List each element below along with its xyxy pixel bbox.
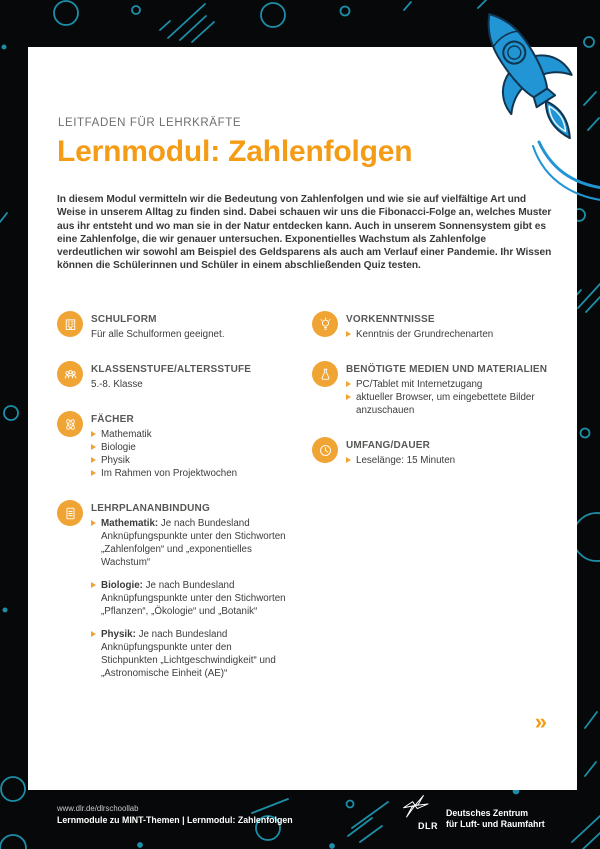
section-umfang [312, 437, 562, 467]
bullet-triangle-icon [91, 582, 96, 588]
bullet-triangle-icon [346, 394, 351, 400]
section-klassenstufe [57, 361, 311, 391]
curriculum-document-icon [57, 500, 83, 526]
bullet-triangle-icon [91, 520, 96, 526]
section-text: Für alle Schulformen geeignet. [91, 329, 225, 340]
section-medien [312, 361, 562, 417]
intro-paragraph: In diesem Modul vermitteln wir die Bedeutung von Zahlenfolgen und wie sie auf vielfältige Art und Weise in unserem Alltag zu finden sind. Dabei schauen wir uns die Fibonacci-Folge an, welches Muster aus ihr entsteht und wo man sie in der Natur entdecken kann. Auch in unserem Sonnensystem gibt es eine Zahlenfolge, die wir genauer untersuchen. Exponentielles Wachstum als Zahlenfolge verdeutlichen wir sowohl am Beispiel des Geldsparens als auch am Verlauf einer Pandemie. Ihr Wissen können die Schülerinnen und Schüler in einem abschließenden Quiz testen. [57, 194, 552, 272]
flask-icon [312, 361, 338, 387]
footer-document-line: Lernmodule zu MINT-Themen | Lernmodul: Zahlenfolgen [57, 815, 293, 825]
footer-url-link[interactable]: www.dlr.de/dlrschoollab [57, 804, 139, 813]
section-title: FÄCHER [91, 414, 134, 425]
rocket-illustration [445, 0, 600, 211]
atom-icon [57, 411, 83, 437]
section-title: KLASSENSTUFE/ALTERSSTUFE [91, 364, 252, 375]
bullet-triangle-icon [346, 381, 351, 387]
section-text: 5.-8. Klasse [91, 379, 143, 390]
left-column [57, 311, 311, 710]
section-faecher [57, 411, 311, 480]
bullet-triangle-icon [91, 431, 96, 437]
footer-left [57, 804, 293, 825]
clock-icon [312, 437, 338, 463]
page-title: Lernmodul: Zahlenfolgen [57, 135, 413, 168]
bullet-triangle-icon [91, 457, 96, 463]
footer-dlr-logo [392, 794, 545, 831]
bullet-triangle-icon [91, 444, 96, 450]
right-column [312, 311, 562, 487]
section-lehrplananbindung [57, 500, 311, 690]
section-vorkenntnisse [312, 311, 562, 341]
section-title: LEHRPLANANBINDUNG [91, 503, 210, 514]
bullet-item: Physik: Je nach Bundesland Anknüpfungspunkte unter den Stichpunkten „Lichtgeschwindigkeit“ und „Astronomische Einheit (AE)“ [91, 628, 291, 680]
lightbulb-icon [312, 311, 338, 337]
section-title: BENÖTIGTE MEDIEN UND MATERIALIEN [346, 364, 548, 375]
bullet-triangle-icon [346, 331, 351, 337]
dlr-swallow-icon [392, 794, 438, 820]
bullet-item: Mathematik [91, 428, 291, 441]
dlr-acronym: DLR [418, 821, 438, 831]
students-group-icon [57, 361, 83, 387]
bullet-item: Physik [91, 454, 291, 467]
section-schulform [57, 311, 311, 341]
school-building-icon [57, 311, 83, 337]
bullet-item: Kenntnis der Grundrechenarten [346, 328, 558, 341]
bullet-triangle-icon [91, 470, 96, 476]
bullet-item: Leselänge: 15 Minuten [346, 454, 558, 467]
org-name: Deutsches Zentrum für Luft- und Raumfahrt [446, 808, 545, 830]
bullet-triangle-icon [91, 631, 96, 637]
next-page-chevron[interactable]: » [534, 709, 547, 734]
bullet-item: Biologie [91, 441, 291, 454]
bullet-item: Im Rahmen von Projektwochen [91, 467, 291, 480]
section-title: UMFANG/DAUER [346, 440, 431, 451]
section-title: VORKENNTNISSE [346, 314, 435, 325]
bullet-item: Mathematik: Je nach Bundesland Anknüpfungspunkte unter den Stichworten „Zahlenfolgen“ und „exponentielles Wachstum“ [91, 517, 291, 569]
bullet-item: Biologie: Je nach Bundesland Anknüpfungspunkte unter den Stichworten „Pflanzen“, „Ökologie“ und „Botanik“ [91, 579, 291, 618]
bullet-item: PC/Tablet mit Internetzugang [346, 378, 558, 391]
section-title: SCHULFORM [91, 314, 157, 325]
bullet-item: aktueller Browser, um eingebettete Bilder anzuschauen [346, 391, 558, 417]
bullet-triangle-icon [346, 457, 351, 463]
document-kicker: LEITFADEN FÜR LEHRKRÄFTE [58, 117, 242, 129]
